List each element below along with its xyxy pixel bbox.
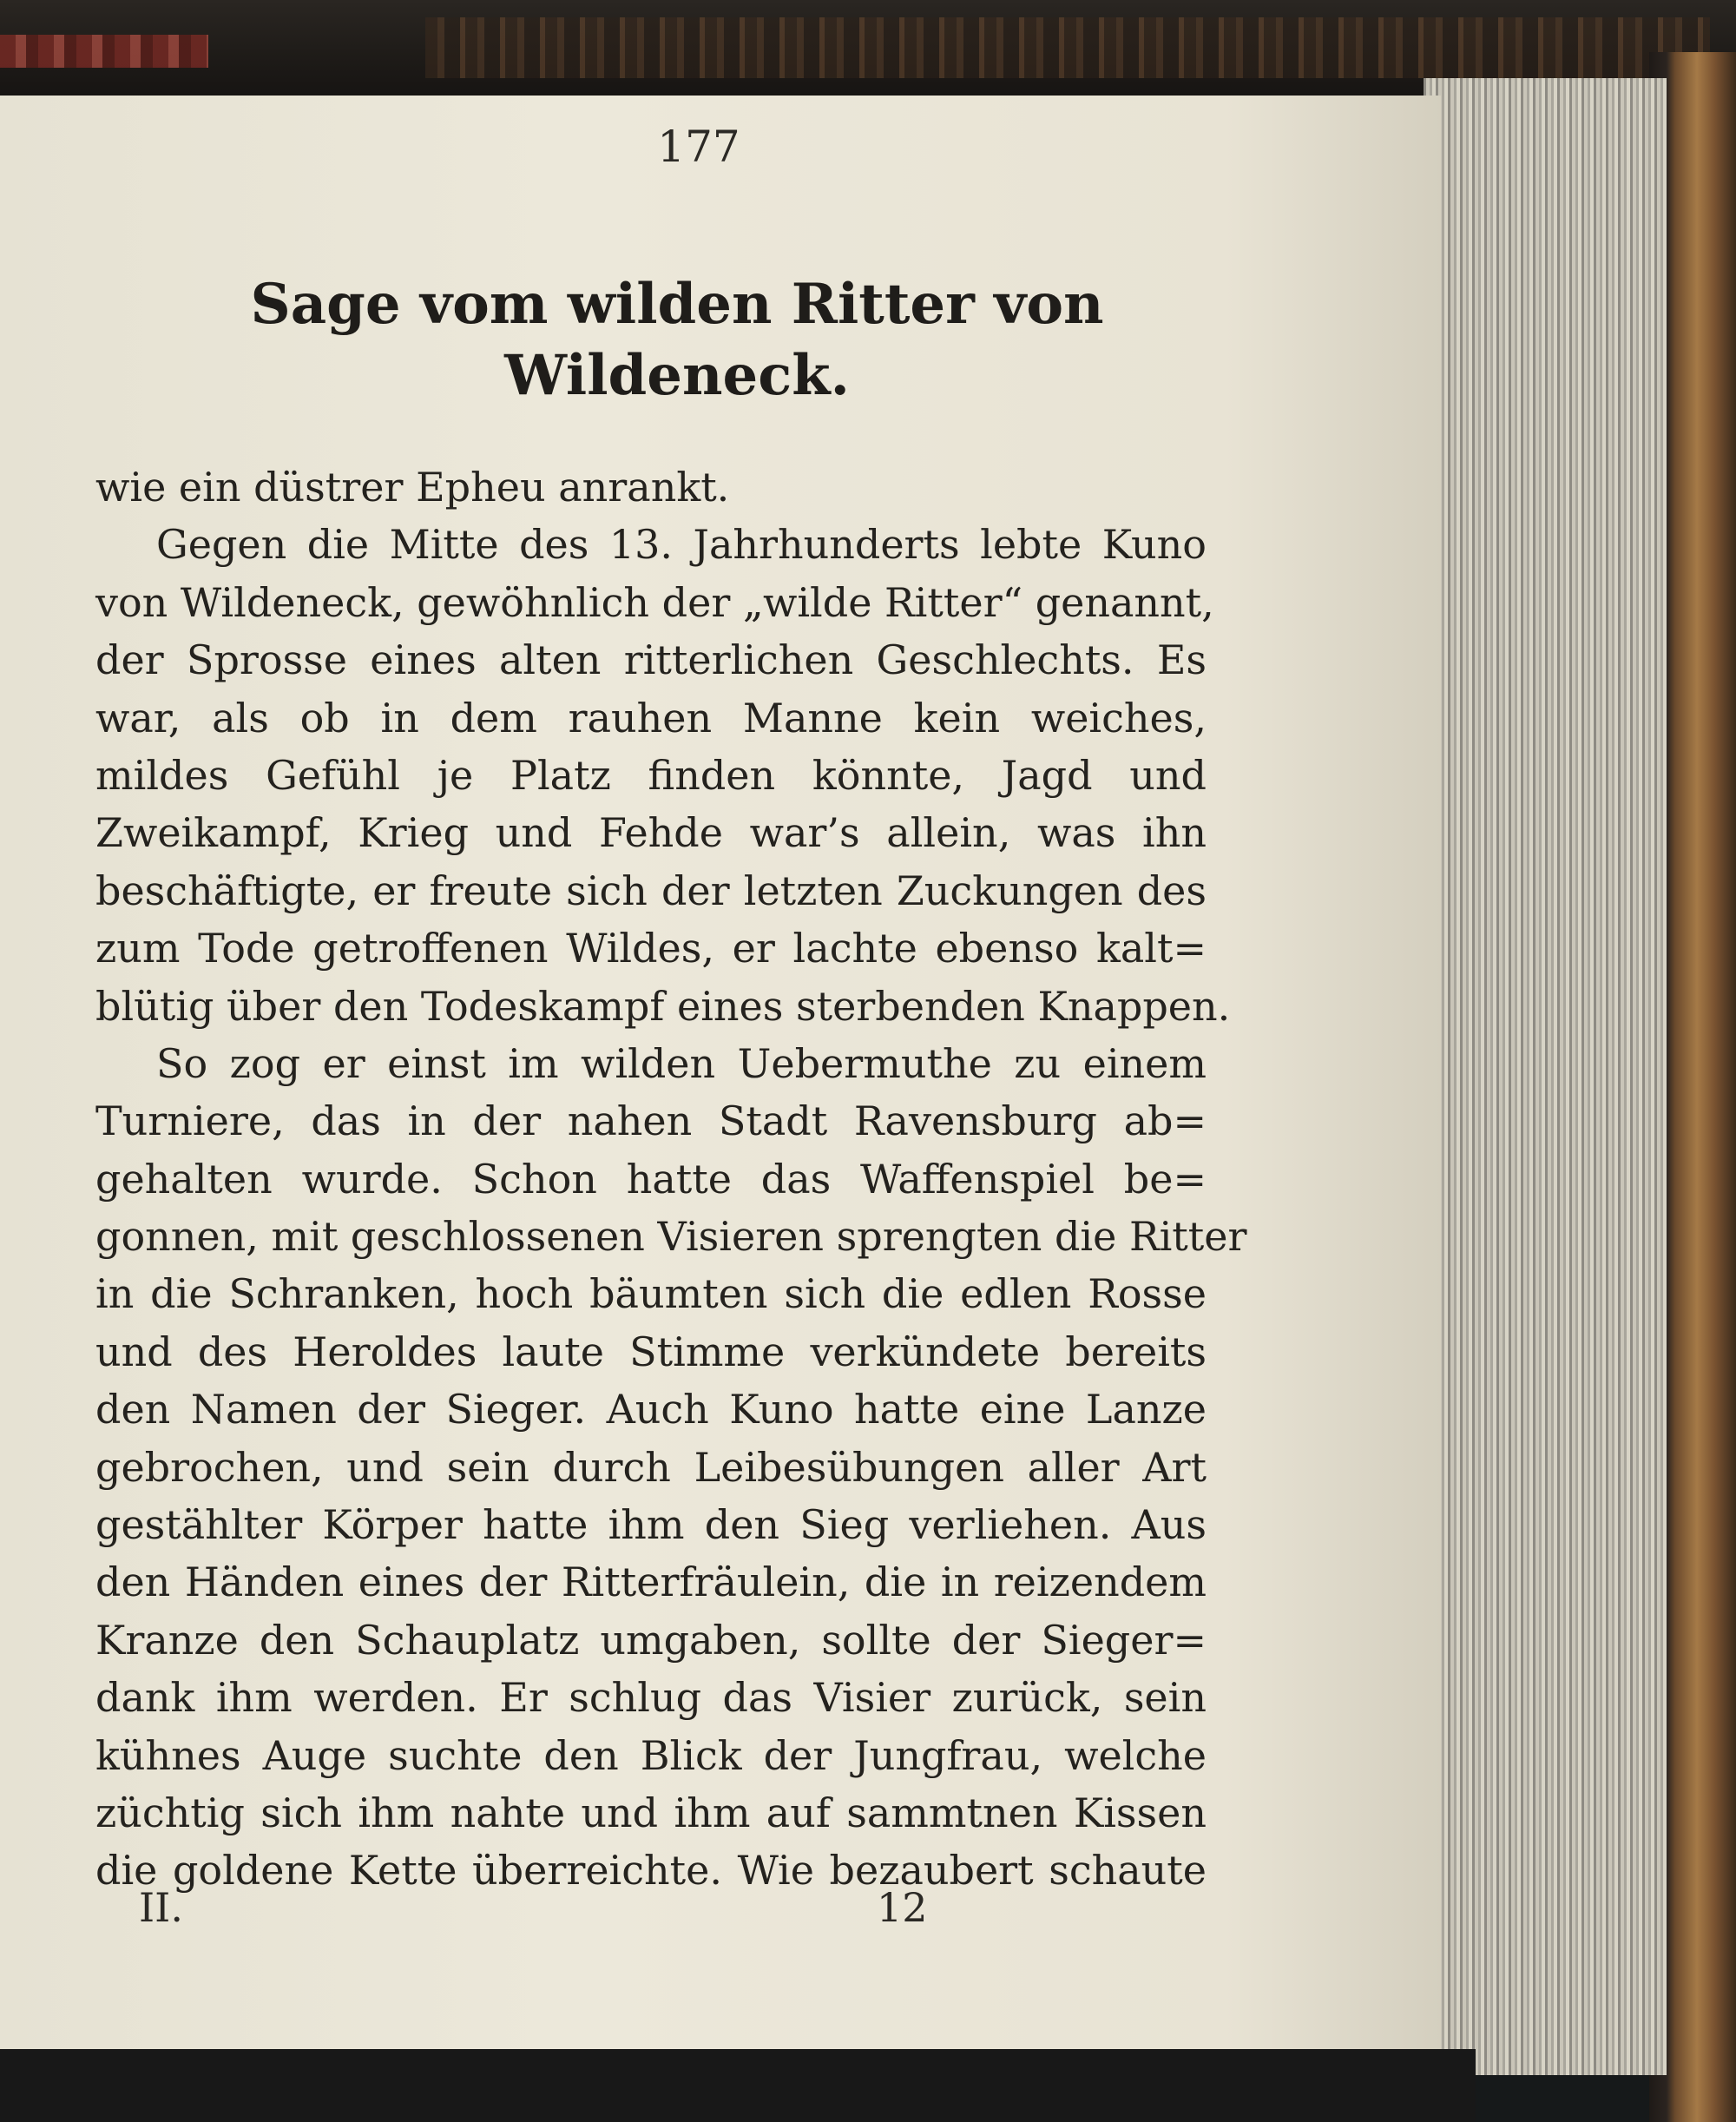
text-line: wie ein düstrer Epheu anrankt. — [95, 464, 730, 511]
leather-spine-texture — [425, 17, 1710, 78]
text-line: züchtig sich ihm nahte und ihm auf sammtnen Kissen — [95, 1789, 1207, 1836]
text-line: von Wildeneck, gewöhnlich der „wilde Ritter“ genannt, — [95, 578, 1214, 626]
binding-stripe — [0, 35, 208, 68]
background-shadow — [0, 2049, 1476, 2122]
text-line: zum Tode getroffenen Wildes, er lachte ebenso kalt= — [95, 925, 1207, 972]
text-line: in die Schranken, hoch bäumten sich die edlen Rosse — [95, 1270, 1207, 1318]
text-line: den Händen eines der Ritterfräulein, die in reizendem — [95, 1559, 1207, 1606]
text-line: war, als ob in dem rauhen Manne kein weiches, — [95, 694, 1207, 741]
text-line: gonnen, mit geschlossenen Visieren sprengten die Ritter — [95, 1213, 1247, 1261]
title-line: Sage vom wilden Ritter von — [250, 272, 1104, 337]
page-edges — [1424, 78, 1667, 2075]
text-line: Gegen die Mitte des 13. Jahrhunderts lebte Kuno — [156, 521, 1207, 569]
signature-mark: II. — [139, 1884, 183, 1931]
page-footer — [139, 1884, 1207, 1945]
text-line: dank ihm werden. Er schlug das Visier zurück, sein — [95, 1674, 1207, 1722]
text-line: und des Heroldes laute Stimme verkündete bereits — [95, 1328, 1207, 1375]
sheet-number: 12 — [877, 1884, 928, 1931]
text-line: So zog er einst im wilden Uebermuthe zu einem — [156, 1039, 1207, 1087]
chapter-title — [156, 269, 1198, 412]
text-line: Kranze den Schauplatz umgaben, sollte der Sieger= — [95, 1616, 1207, 1664]
text-line: die goldene Kette überreichte. Wie bezaubert schaute — [95, 1847, 1207, 1895]
text-line: gehalten wurde. Schon hatte das Waffenspiel be= — [95, 1155, 1207, 1203]
text-line: den Namen der Sieger. Auch Kuno hatte eine Lanze — [95, 1386, 1207, 1433]
text-line: blütig über den Todeskampf eines sterbenden Knappen. — [95, 982, 1231, 1030]
text-line: der Sprosse eines alten ritterlichen Geschlechts. Es — [95, 636, 1207, 684]
body-text — [95, 458, 1247, 1900]
text-line: mildes Gefühl je Platz finden könnte, Jagd und — [95, 751, 1207, 799]
text-line: kühnes Auge suchte den Blick der Jungfrau, welche — [95, 1731, 1207, 1779]
page-number: 177 — [657, 122, 740, 172]
text-line: Zweikampf, Krieg und Fehde war’s allein, was ihn — [95, 809, 1207, 857]
text-line: beschäftigte, er freute sich der letzten Zuckungen des — [95, 867, 1207, 914]
text-line: gebrochen, und sein durch Leibesübungen aller Art — [95, 1443, 1207, 1491]
title-line: Wildeneck. — [504, 343, 850, 408]
text-line: gestählter Körper hatte ihm den Sieg verliehen. Aus — [95, 1501, 1207, 1549]
text-line: Turniere, das in der nahen Stadt Ravensburg ab= — [95, 1097, 1207, 1145]
